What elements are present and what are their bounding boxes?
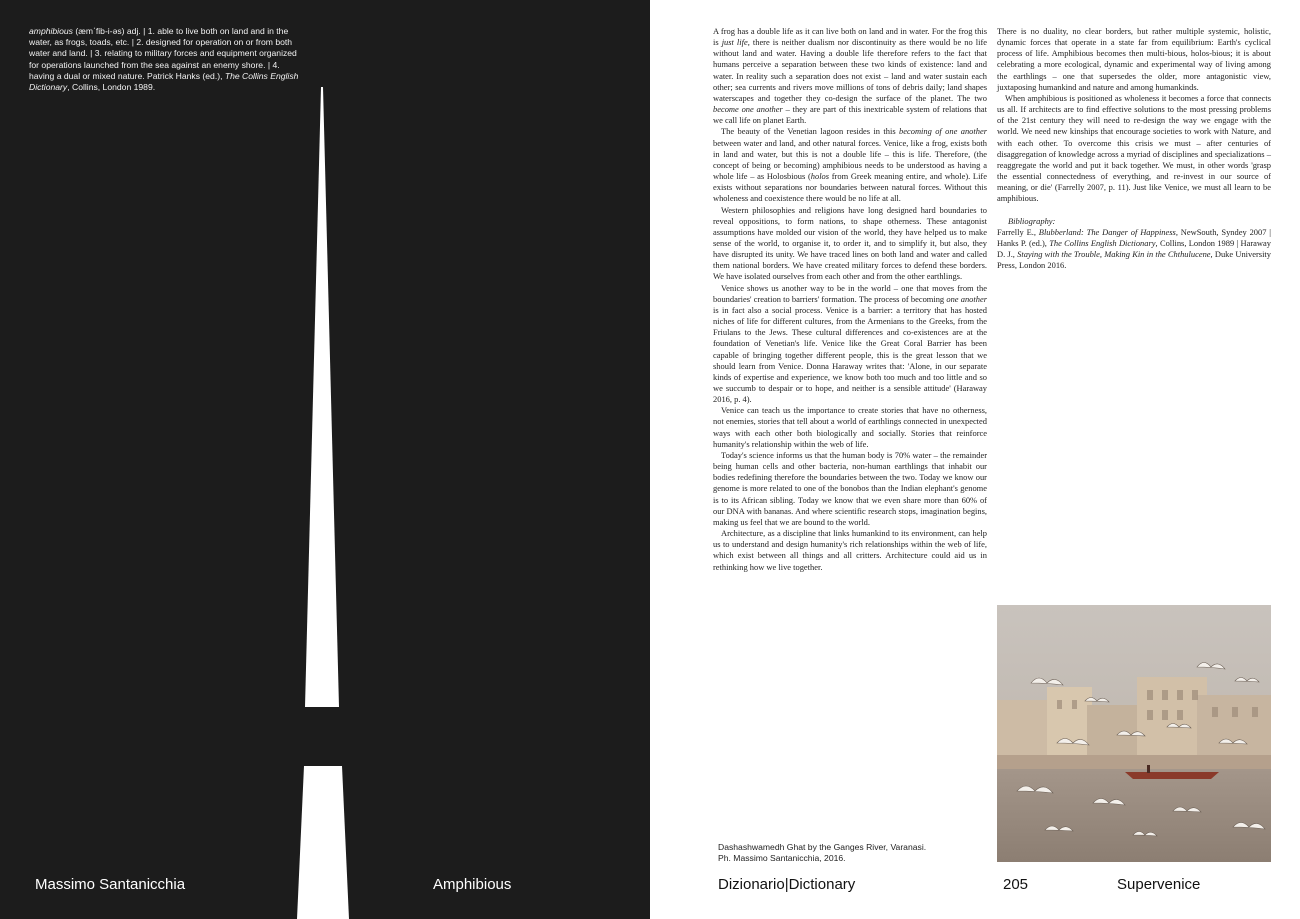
text-run: There is no duality, no clear borders, but rather multiple systemic, holistic, dynamic forces that operate in a state far from equilibrium: Earth's cyclical process of life. Amphibious becomes then multi-bious, holos-bious; it is about celebrating a more ecological, dynamic and experimental way of living among the earthlings – one that supersedes the older, more antagonistic view, juxtaposing humankind and nature and among humankinds. — [997, 26, 1271, 92]
footer-author: Massimo Santanicchia — [35, 876, 186, 893]
text-run: Architecture, as a discipline that links humankind to its environment, can help us to understand and design humanity's rich relationships within the web of life, which exist between all things and all critters. Architecture could aid us in rethinking how we live together. — [713, 528, 987, 572]
essay-paragraph — [713, 205, 987, 283]
right-page — [650, 0, 1300, 919]
footer-section: Dizionario|Dictionary — [718, 876, 856, 893]
text-run: from Greek meaning entire, and whole). Life exists without separations nor boundaries between natural forces. Without this wholeness and coexistence there would be no life at all. — [713, 171, 987, 204]
essay-paragraph — [997, 93, 1271, 205]
text-run: Venice can teach us the importance to create stories that have no otherness, not enemies, stories that tell about a world of earthlings connected in unexpected ways with each other both biologically and socially. Stories that reinforce humanity's relationship within the web of life. — [713, 405, 987, 449]
text-run: Venice shows us another way to be in the world – one that moves from the boundaries' creation to barriers' formation. The process of becoming — [713, 282, 987, 304]
text-run: , NewSouth, Syndey 2007 | Hanks P. (ed.), — [997, 226, 1271, 248]
essay-paragraph — [997, 26, 1271, 93]
definition-source-rest: , Collins, London 1989. — [67, 82, 156, 93]
text-run: , there is neither dualism nor discontinuity as there would be no life without land and water. Having a double life therefore refers to the fact that humans perceive a separation between these two kinds of existence: land and water. In reality such a separation does not exist – land and water sustain each other; sea currents and rivers move millions of tons of debris daily; land shapes waterscapes and together they co-design the surface of the planet. The two — [713, 37, 988, 103]
italic-run: becoming of one another — [899, 126, 987, 137]
essay-paragraph — [713, 450, 987, 528]
definition-text: (æm΄fib-i-əs) adj. | 1. able to live both on land and in the water, as frogs, toads, etc. | 2. designed for operation on or from both water and land. | 3. relating to military forces and equipment organized for operations launched from the sea against an enemy shore. | 4. having a dual or mixed nature. Patrick Hanks (ed.), — [29, 26, 297, 81]
text-run: between water and land, and other natural forces. Venice, like a frog, exists both in land and water, but this is not a double life – this is life. Therefore, (the concept of being or becoming) amphibious needs to be understood as having a whole life – as Holosbious ( — [713, 137, 987, 182]
text-run: The beauty of the Venetian lagoon resides in this — [721, 126, 900, 137]
photo-caption — [718, 842, 958, 864]
text-run: Western philosophies and religions have long designed hard boundaries to reveal oppositions, to form nations, to shape otherness. These antagonist assumptions have molded our vision of the world, they have helped us to make sense of the world, to organise it, to order it, and to simplify it, but also, they have disrupted its unity. We have traced lines on both land and water and called them national borders. We have created military forces to defend these borders. We have isolated ourselves from each other and from the other earthlings. — [713, 204, 987, 282]
text-run: , Duke University Press, London 2016. — [997, 248, 1271, 271]
spire-lower-shape — [297, 766, 349, 919]
italic-run: Blubberland: The Danger of Happiness — [1038, 226, 1176, 237]
essay-paragraph — [713, 26, 987, 126]
definition-headword: amphibious — [29, 26, 73, 36]
bibliography-heading: Bibliography: — [1008, 215, 1056, 226]
caption-line-2: Ph. Massimo Santanicchia, 2016. — [718, 853, 846, 864]
footer-page-number: 205 — [1003, 876, 1029, 893]
footer-title: Amphibious — [433, 876, 512, 893]
essay-column-left — [713, 26, 987, 573]
text-run: Today's science informs us that the human body is 70% water – the remainder being human cells and other bacteria, non-human earthlings that inhabit our bodies redefining therefore the boundaries between the two. Today we know our genome is more related to one of the bonobos than the Indian elephant's genome is to its African sibling. Today we know that we even share more than 60% of our DNA with bananas. And where scientific research stops, imagination begins, making us feel that we are bound to the world. — [713, 449, 987, 527]
italic-run: holos — [810, 171, 830, 182]
text-run: Farrelly E., — [997, 226, 1039, 237]
essay-paragraph — [713, 528, 987, 573]
italic-run: one another — [946, 293, 987, 304]
definition-source-title: The Collins English Dictionary — [29, 70, 299, 93]
italic-run: become one another — [713, 104, 783, 115]
essay-column-right-body — [997, 26, 1271, 205]
spire-upper-shape — [305, 87, 339, 707]
caption-line-1: Dashashwamedh Ghat by the Ganges River, Varanasi. — [718, 842, 927, 852]
text-run: is in fact also a social process. Venice is a barrier: a territory that has hosted niches of life for different cultures, from the Armenians to the Greeks, from the Friulans to the Jews. These cultural differences and co-existences are at the foundation of Venetian's life. Venice like the Great Coral Barrier has been capable of bringing together different people, this is the great lesson that we should learn from Venice. Donna Haraway writes that: 'Alone, in our separate kinds of expertise and experience, we know both too much and too little and so we succumb to despair or to hope, and neither is a sensible attitude' (Haraway 2016, p. 4). — [713, 304, 987, 405]
bibliography-entries — [997, 227, 1271, 272]
text-run: , Collins, London 1989 | Haraway D. J., — [997, 237, 1271, 259]
footer-publication: Supervenice — [1117, 876, 1201, 893]
text-run: A frog has a double life as it can live both on land and in water. For the frog this is — [713, 26, 987, 48]
dictionary-definition — [29, 26, 305, 93]
photo-illustration — [997, 605, 1271, 862]
photo-ganges-ghat — [997, 605, 1271, 862]
text-run: When amphibious is positioned as wholeness it becomes a force that connects us all. If architects are to find effective solutions to the most pressing problems of the 21st century they will need to re-design the way we engage with the world. We need new kinships that encourage societies to work with Nature, and with each other. To overcome this crisis we must – after centuries of disaggregation of knowledge across a myriad of disciplines and specializations – reaggregate the world and put it back together. We must, in other words 'grasp the essential connectedness of everything, and re-invest in our source of meaning, or die' (Farrelly 2007, p. 11). Just like Venice, we must all learn to be amphibious. — [997, 92, 1271, 204]
italic-run: just life — [721, 37, 748, 48]
essay-paragraph — [713, 283, 987, 406]
essay-column-right — [997, 26, 1271, 271]
italic-run: Staying with the Trouble, Making Kin in the Chthulucene — [1017, 248, 1211, 259]
essay-paragraph — [713, 405, 987, 450]
text-run: – they are part of this inextricable system of relations that we call life on planet Earth. — [713, 104, 987, 126]
italic-run: The Collins English Dictionary — [1049, 237, 1156, 248]
essay-paragraph — [713, 126, 987, 204]
